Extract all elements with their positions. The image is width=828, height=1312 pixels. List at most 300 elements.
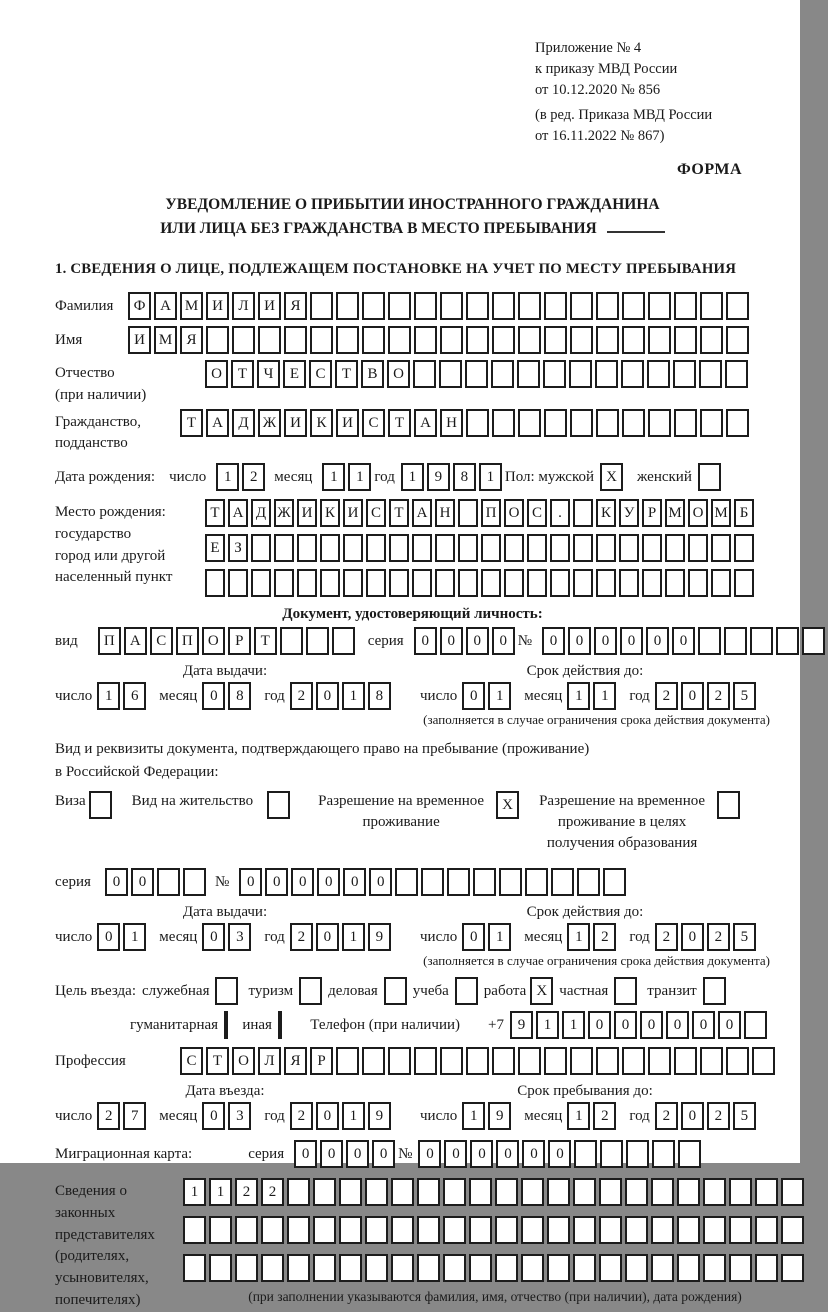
- form-cell[interactable]: [287, 1178, 310, 1206]
- form-cell[interactable]: [674, 326, 697, 354]
- form-cell[interactable]: А: [414, 409, 437, 437]
- form-cell[interactable]: Ф: [128, 292, 151, 320]
- form-cell[interactable]: [726, 1047, 749, 1075]
- form-cell[interactable]: 1: [462, 1102, 485, 1130]
- form-cell[interactable]: [547, 1216, 570, 1244]
- form-cell[interactable]: [469, 1254, 492, 1282]
- form-cell[interactable]: 2: [242, 463, 265, 491]
- form-cell[interactable]: [677, 1254, 700, 1282]
- form-cell[interactable]: 8: [453, 463, 476, 491]
- form-cell[interactable]: [365, 1254, 388, 1282]
- form-cell[interactable]: А: [154, 292, 177, 320]
- form-cell[interactable]: 0: [522, 1140, 545, 1168]
- form-cell[interactable]: 1: [567, 923, 590, 951]
- form-cell[interactable]: [703, 1178, 726, 1206]
- purpose-humanitarian-checkbox[interactable]: [224, 1011, 228, 1039]
- form-cell[interactable]: [183, 1216, 206, 1244]
- form-cell[interactable]: [306, 627, 329, 655]
- form-cell[interactable]: 0: [462, 682, 485, 710]
- form-cell[interactable]: [280, 627, 303, 655]
- form-cell[interactable]: [388, 292, 411, 320]
- form-cell[interactable]: [729, 1178, 752, 1206]
- form-cell[interactable]: [647, 360, 670, 388]
- form-cell[interactable]: [544, 409, 567, 437]
- form-cell[interactable]: 2: [261, 1178, 284, 1206]
- form-cell[interactable]: [750, 627, 773, 655]
- form-cell[interactable]: [677, 1216, 700, 1244]
- form-cell[interactable]: С: [309, 360, 332, 388]
- form-cell[interactable]: 1: [123, 923, 146, 951]
- form-cell[interactable]: Т: [180, 409, 203, 437]
- form-cell[interactable]: [621, 360, 644, 388]
- form-cell[interactable]: [440, 1047, 463, 1075]
- form-cell[interactable]: [622, 1047, 645, 1075]
- form-cell[interactable]: М: [180, 292, 203, 320]
- visa-checkbox[interactable]: [89, 791, 112, 819]
- form-cell[interactable]: [439, 360, 462, 388]
- form-cell[interactable]: [443, 1254, 466, 1282]
- form-cell[interactable]: [504, 534, 524, 562]
- form-cell[interactable]: С: [527, 499, 547, 527]
- form-cell[interactable]: 0: [239, 868, 262, 896]
- form-cell[interactable]: [362, 326, 385, 354]
- form-cell[interactable]: 0: [131, 868, 154, 896]
- form-cell[interactable]: [365, 1216, 388, 1244]
- form-cell[interactable]: Ж: [274, 499, 294, 527]
- form-cell[interactable]: 1: [401, 463, 424, 491]
- form-cell[interactable]: [570, 292, 593, 320]
- form-cell[interactable]: [413, 360, 436, 388]
- form-cell[interactable]: [235, 1216, 258, 1244]
- form-cell[interactable]: 0: [202, 923, 225, 951]
- residence-permit-checkbox[interactable]: [267, 791, 290, 819]
- form-cell[interactable]: [699, 360, 722, 388]
- form-cell[interactable]: [781, 1254, 804, 1282]
- form-cell[interactable]: Д: [232, 409, 255, 437]
- form-cell[interactable]: 2: [707, 923, 730, 951]
- form-cell[interactable]: [261, 1254, 284, 1282]
- form-cell[interactable]: 0: [620, 627, 643, 655]
- form-cell[interactable]: 1: [342, 923, 365, 951]
- form-cell[interactable]: [313, 1254, 336, 1282]
- form-cell[interactable]: 0: [492, 627, 515, 655]
- form-cell[interactable]: [336, 326, 359, 354]
- form-cell[interactable]: [544, 1047, 567, 1075]
- form-cell[interactable]: У: [619, 499, 639, 527]
- form-cell[interactable]: [700, 326, 723, 354]
- form-cell[interactable]: 9: [368, 1102, 391, 1130]
- form-cell[interactable]: 9: [510, 1011, 533, 1039]
- form-cell[interactable]: [573, 534, 593, 562]
- form-cell[interactable]: [206, 326, 229, 354]
- form-cell[interactable]: [274, 534, 294, 562]
- form-cell[interactable]: [574, 1140, 597, 1168]
- form-cell[interactable]: А: [206, 409, 229, 437]
- form-cell[interactable]: Р: [642, 499, 662, 527]
- form-cell[interactable]: [642, 569, 662, 597]
- purpose-private-checkbox[interactable]: [614, 977, 637, 1005]
- form-cell[interactable]: [366, 569, 386, 597]
- form-cell[interactable]: [596, 409, 619, 437]
- form-cell[interactable]: 7: [123, 1102, 146, 1130]
- form-cell[interactable]: [622, 326, 645, 354]
- form-cell[interactable]: [755, 1178, 778, 1206]
- form-cell[interactable]: [725, 360, 748, 388]
- form-cell[interactable]: [726, 326, 749, 354]
- form-cell[interactable]: [651, 1216, 674, 1244]
- form-cell[interactable]: Л: [258, 1047, 281, 1075]
- form-cell[interactable]: 2: [707, 1102, 730, 1130]
- form-cell[interactable]: [391, 1216, 414, 1244]
- form-cell[interactable]: [595, 360, 618, 388]
- form-cell[interactable]: [518, 409, 541, 437]
- form-cell[interactable]: [391, 1254, 414, 1282]
- form-cell[interactable]: 0: [97, 923, 120, 951]
- form-cell[interactable]: [261, 1216, 284, 1244]
- form-cell[interactable]: 1: [562, 1011, 585, 1039]
- form-cell[interactable]: [599, 1216, 622, 1244]
- form-cell[interactable]: Ч: [257, 360, 280, 388]
- form-cell[interactable]: [287, 1216, 310, 1244]
- form-cell[interactable]: [573, 1178, 596, 1206]
- form-cell[interactable]: 2: [235, 1178, 258, 1206]
- form-cell[interactable]: С: [150, 627, 173, 655]
- form-cell[interactable]: 2: [290, 923, 313, 951]
- form-cell[interactable]: [209, 1216, 232, 1244]
- form-cell[interactable]: [458, 499, 478, 527]
- form-cell[interactable]: [343, 534, 363, 562]
- form-cell[interactable]: [734, 534, 754, 562]
- form-cell[interactable]: [603, 868, 626, 896]
- form-cell[interactable]: Я: [284, 292, 307, 320]
- form-cell[interactable]: 1: [97, 682, 120, 710]
- form-cell[interactable]: 3: [228, 923, 251, 951]
- form-cell[interactable]: 1: [342, 1102, 365, 1130]
- form-cell[interactable]: [703, 1216, 726, 1244]
- form-cell[interactable]: [550, 534, 570, 562]
- form-cell[interactable]: 1: [536, 1011, 559, 1039]
- form-cell[interactable]: [339, 1216, 362, 1244]
- form-cell[interactable]: [544, 292, 567, 320]
- form-cell[interactable]: 0: [470, 1140, 493, 1168]
- form-cell[interactable]: [417, 1254, 440, 1282]
- form-cell[interactable]: [284, 326, 307, 354]
- form-cell[interactable]: 0: [588, 1011, 611, 1039]
- form-cell[interactable]: 1: [567, 1102, 590, 1130]
- form-cell[interactable]: [313, 1178, 336, 1206]
- form-cell[interactable]: [781, 1178, 804, 1206]
- form-cell[interactable]: [258, 326, 281, 354]
- form-cell[interactable]: [228, 569, 248, 597]
- form-cell[interactable]: Р: [310, 1047, 333, 1075]
- form-cell[interactable]: К: [310, 409, 333, 437]
- form-cell[interactable]: Д: [251, 499, 271, 527]
- form-cell[interactable]: [573, 569, 593, 597]
- form-cell[interactable]: 0: [718, 1011, 741, 1039]
- form-cell[interactable]: 1: [342, 682, 365, 710]
- form-cell[interactable]: [651, 1254, 674, 1282]
- form-cell[interactable]: И: [336, 409, 359, 437]
- form-cell[interactable]: 0: [640, 1011, 663, 1039]
- form-cell[interactable]: 6: [123, 682, 146, 710]
- form-cell[interactable]: 1: [593, 682, 616, 710]
- form-cell[interactable]: [417, 1216, 440, 1244]
- form-cell[interactable]: Ж: [258, 409, 281, 437]
- form-cell[interactable]: [596, 326, 619, 354]
- form-cell[interactable]: [414, 1047, 437, 1075]
- form-cell[interactable]: [412, 569, 432, 597]
- form-cell[interactable]: Н: [440, 409, 463, 437]
- form-cell[interactable]: [440, 326, 463, 354]
- form-cell[interactable]: 0: [343, 868, 366, 896]
- form-cell[interactable]: 0: [440, 627, 463, 655]
- form-cell[interactable]: Я: [284, 1047, 307, 1075]
- form-cell[interactable]: 2: [655, 682, 678, 710]
- form-cell[interactable]: 2: [655, 1102, 678, 1130]
- form-cell[interactable]: 0: [444, 1140, 467, 1168]
- form-cell[interactable]: [412, 534, 432, 562]
- form-cell[interactable]: 0: [681, 682, 704, 710]
- form-cell[interactable]: [573, 1216, 596, 1244]
- form-cell[interactable]: Т: [231, 360, 254, 388]
- form-cell[interactable]: .: [550, 499, 570, 527]
- form-cell[interactable]: [458, 534, 478, 562]
- form-cell[interactable]: 1: [479, 463, 502, 491]
- form-cell[interactable]: [183, 868, 206, 896]
- form-cell[interactable]: [729, 1254, 752, 1282]
- form-cell[interactable]: 0: [105, 868, 128, 896]
- form-cell[interactable]: [755, 1216, 778, 1244]
- form-cell[interactable]: [466, 292, 489, 320]
- form-cell[interactable]: [297, 569, 317, 597]
- form-cell[interactable]: И: [128, 326, 151, 354]
- form-cell[interactable]: [395, 868, 418, 896]
- form-cell[interactable]: И: [206, 292, 229, 320]
- form-cell[interactable]: 1: [183, 1178, 206, 1206]
- form-cell[interactable]: 0: [369, 868, 392, 896]
- form-cell[interactable]: [596, 534, 616, 562]
- purpose-business-checkbox[interactable]: [384, 977, 407, 1005]
- form-cell[interactable]: [625, 1178, 648, 1206]
- form-cell[interactable]: [642, 534, 662, 562]
- form-cell[interactable]: [625, 1254, 648, 1282]
- form-cell[interactable]: И: [343, 499, 363, 527]
- form-cell[interactable]: [517, 360, 540, 388]
- form-cell[interactable]: 0: [346, 1140, 369, 1168]
- form-cell[interactable]: 5: [733, 923, 756, 951]
- form-cell[interactable]: З: [228, 534, 248, 562]
- form-cell[interactable]: 8: [368, 682, 391, 710]
- form-cell[interactable]: [577, 868, 600, 896]
- form-cell[interactable]: О: [688, 499, 708, 527]
- form-cell[interactable]: [320, 569, 340, 597]
- form-cell[interactable]: А: [124, 627, 147, 655]
- form-cell[interactable]: [458, 569, 478, 597]
- form-cell[interactable]: [729, 1216, 752, 1244]
- form-cell[interactable]: 0: [294, 1140, 317, 1168]
- form-cell[interactable]: [550, 569, 570, 597]
- form-cell[interactable]: [297, 534, 317, 562]
- form-cell[interactable]: [336, 292, 359, 320]
- form-cell[interactable]: [365, 1178, 388, 1206]
- form-cell[interactable]: 0: [418, 1140, 441, 1168]
- form-cell[interactable]: [209, 1254, 232, 1282]
- form-cell[interactable]: [388, 326, 411, 354]
- form-cell[interactable]: Т: [388, 409, 411, 437]
- form-cell[interactable]: [688, 534, 708, 562]
- form-cell[interactable]: [492, 409, 515, 437]
- form-cell[interactable]: [619, 569, 639, 597]
- form-cell[interactable]: [389, 569, 409, 597]
- sex-female-checkbox[interactable]: [698, 463, 721, 491]
- form-cell[interactable]: [700, 409, 723, 437]
- form-cell[interactable]: [596, 1047, 619, 1075]
- form-cell[interactable]: И: [297, 499, 317, 527]
- form-cell[interactable]: 2: [593, 923, 616, 951]
- form-cell[interactable]: [389, 534, 409, 562]
- form-cell[interactable]: [573, 1254, 596, 1282]
- form-cell[interactable]: 0: [316, 923, 339, 951]
- form-cell[interactable]: [711, 569, 731, 597]
- form-cell[interactable]: [776, 627, 799, 655]
- form-cell[interactable]: [648, 409, 671, 437]
- form-cell[interactable]: [235, 1254, 258, 1282]
- form-cell[interactable]: [466, 409, 489, 437]
- form-cell[interactable]: [320, 534, 340, 562]
- form-cell[interactable]: [570, 409, 593, 437]
- form-cell[interactable]: Т: [206, 1047, 229, 1075]
- form-cell[interactable]: [466, 326, 489, 354]
- form-cell[interactable]: 1: [216, 463, 239, 491]
- form-cell[interactable]: [755, 1254, 778, 1282]
- form-cell[interactable]: П: [481, 499, 501, 527]
- form-cell[interactable]: [677, 1178, 700, 1206]
- form-cell[interactable]: [599, 1178, 622, 1206]
- form-cell[interactable]: 1: [488, 923, 511, 951]
- form-cell[interactable]: М: [665, 499, 685, 527]
- purpose-tourism-checkbox[interactable]: [299, 977, 322, 1005]
- form-cell[interactable]: 0: [548, 1140, 571, 1168]
- form-cell[interactable]: [726, 292, 749, 320]
- form-cell[interactable]: [651, 1178, 674, 1206]
- form-cell[interactable]: 0: [316, 682, 339, 710]
- form-cell[interactable]: [492, 292, 515, 320]
- rvp-checkbox[interactable]: X: [496, 791, 519, 819]
- form-cell[interactable]: А: [228, 499, 248, 527]
- form-cell[interactable]: [473, 868, 496, 896]
- form-cell[interactable]: [417, 1178, 440, 1206]
- form-cell[interactable]: [599, 1254, 622, 1282]
- sex-male-checkbox[interactable]: X: [600, 463, 623, 491]
- form-cell[interactable]: 2: [655, 923, 678, 951]
- form-cell[interactable]: [362, 292, 385, 320]
- form-cell[interactable]: [527, 534, 547, 562]
- form-cell[interactable]: 0: [542, 627, 565, 655]
- form-cell[interactable]: [521, 1254, 544, 1282]
- form-cell[interactable]: 0: [692, 1011, 715, 1039]
- form-cell[interactable]: [495, 1216, 518, 1244]
- form-cell[interactable]: [544, 326, 567, 354]
- form-cell[interactable]: [518, 292, 541, 320]
- form-cell[interactable]: Б: [734, 499, 754, 527]
- form-cell[interactable]: [547, 1178, 570, 1206]
- form-cell[interactable]: И: [258, 292, 281, 320]
- form-cell[interactable]: 0: [672, 627, 695, 655]
- form-cell[interactable]: [481, 569, 501, 597]
- form-cell[interactable]: С: [362, 409, 385, 437]
- form-cell[interactable]: 0: [320, 1140, 343, 1168]
- form-cell[interactable]: [362, 1047, 385, 1075]
- form-cell[interactable]: [648, 1047, 671, 1075]
- form-cell[interactable]: [619, 534, 639, 562]
- form-cell[interactable]: [421, 868, 444, 896]
- form-cell[interactable]: [465, 360, 488, 388]
- form-cell[interactable]: [752, 1047, 775, 1075]
- form-cell[interactable]: 0: [681, 1102, 704, 1130]
- form-cell[interactable]: [551, 868, 574, 896]
- form-cell[interactable]: [703, 1254, 726, 1282]
- form-cell[interactable]: [492, 326, 515, 354]
- form-cell[interactable]: О: [202, 627, 225, 655]
- form-cell[interactable]: [339, 1178, 362, 1206]
- form-cell[interactable]: [622, 409, 645, 437]
- form-cell[interactable]: [336, 1047, 359, 1075]
- form-cell[interactable]: [504, 569, 524, 597]
- form-cell[interactable]: [648, 326, 671, 354]
- form-cell[interactable]: [570, 1047, 593, 1075]
- form-cell[interactable]: [569, 360, 592, 388]
- form-cell[interactable]: [183, 1254, 206, 1282]
- form-cell[interactable]: 0: [681, 923, 704, 951]
- form-cell[interactable]: Р: [228, 627, 251, 655]
- form-cell[interactable]: С: [366, 499, 386, 527]
- form-cell[interactable]: [673, 360, 696, 388]
- form-cell[interactable]: 2: [707, 682, 730, 710]
- form-cell[interactable]: [625, 1216, 648, 1244]
- form-cell[interactable]: [724, 627, 747, 655]
- form-cell[interactable]: 1: [209, 1178, 232, 1206]
- form-cell[interactable]: [391, 1178, 414, 1206]
- form-cell[interactable]: 0: [316, 1102, 339, 1130]
- form-cell[interactable]: 0: [291, 868, 314, 896]
- form-cell[interactable]: [414, 326, 437, 354]
- form-cell[interactable]: [678, 1140, 701, 1168]
- form-cell[interactable]: 3: [228, 1102, 251, 1130]
- form-cell[interactable]: П: [98, 627, 121, 655]
- form-cell[interactable]: 5: [733, 682, 756, 710]
- form-cell[interactable]: Т: [205, 499, 225, 527]
- form-cell[interactable]: 2: [290, 682, 313, 710]
- form-cell[interactable]: [251, 534, 271, 562]
- form-cell[interactable]: [287, 1254, 310, 1282]
- form-cell[interactable]: О: [387, 360, 410, 388]
- form-cell[interactable]: [332, 627, 355, 655]
- form-cell[interactable]: [435, 534, 455, 562]
- form-cell[interactable]: [525, 868, 548, 896]
- form-cell[interactable]: Л: [232, 292, 255, 320]
- form-cell[interactable]: Н: [435, 499, 455, 527]
- form-cell[interactable]: [518, 326, 541, 354]
- form-cell[interactable]: [674, 1047, 697, 1075]
- form-cell[interactable]: [414, 292, 437, 320]
- form-cell[interactable]: [802, 627, 825, 655]
- form-cell[interactable]: [521, 1178, 544, 1206]
- form-cell[interactable]: [665, 569, 685, 597]
- purpose-official-checkbox[interactable]: [215, 977, 238, 1005]
- form-cell[interactable]: [596, 569, 616, 597]
- form-cell[interactable]: 0: [466, 627, 489, 655]
- form-cell[interactable]: В: [361, 360, 384, 388]
